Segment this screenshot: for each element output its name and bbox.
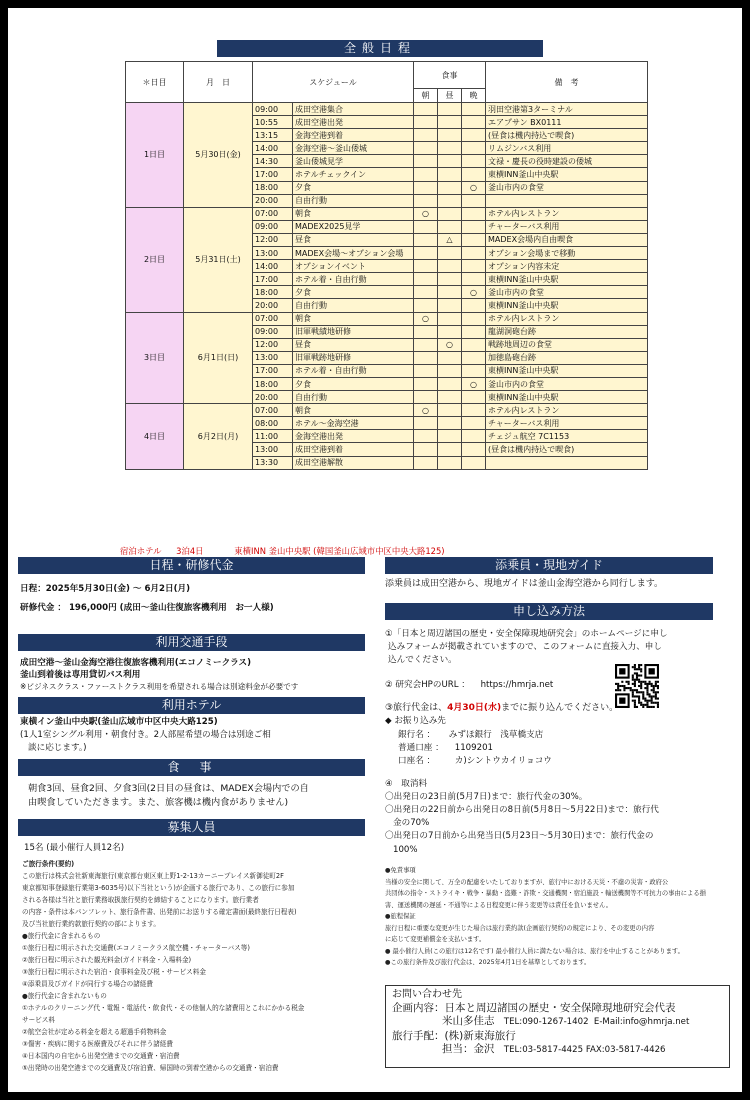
- account-holder: カ)シントウカイリョコウ: [454, 756, 552, 766]
- dinner-mark: [462, 338, 486, 351]
- url-line: [385, 679, 553, 692]
- dinner-mark: [462, 443, 486, 456]
- schedule-item: 昼食: [293, 338, 414, 351]
- contact-person: 米山多佳志: [442, 1015, 495, 1027]
- notes-line: 当様の安全に関して、万全の配慮をいたしておりますが、旅行中における天災・不慮の災害・政府公: [385, 878, 669, 886]
- breakfast-mark: [414, 456, 438, 469]
- terms-heading: ご旅行条件(要約): [22, 860, 75, 868]
- breakfast-mark: [414, 377, 438, 390]
- bank-name-label: 銀行名 ：: [398, 730, 436, 740]
- terms-line: ④日本国内の自宅から出発空港までの交通費・宿泊費: [22, 1052, 180, 1060]
- schedule-time: 18:00: [253, 181, 293, 194]
- header-meals: 食事: [414, 62, 486, 89]
- schedule-time: 14:00: [253, 260, 293, 273]
- schedule-note: ホテル内レストラン: [486, 207, 648, 220]
- schedule-row: [126, 207, 648, 220]
- guide-line: 添乗員は成田空港から、現地ガイドは釜山金海空港から同行します。: [385, 579, 664, 589]
- day-label: 4日目: [126, 404, 184, 469]
- breakfast-mark: [414, 338, 438, 351]
- schedule-item: オプションイベント: [293, 260, 414, 273]
- section-guide: 添乗員・現地ガイド: [385, 557, 713, 574]
- cancel-line-4: 〇出発日の7日前から出発当日(5月23日～5月30日)まで：旅行代金の: [385, 831, 654, 841]
- terms-line: ●旅行代金に含まれるもの: [22, 932, 101, 940]
- schedule-time: 07:00: [253, 207, 293, 220]
- schedule-item: 金海空港出発: [293, 430, 414, 443]
- schedule-item: 夕食: [293, 286, 414, 299]
- schedule-time: 13:15: [253, 129, 293, 142]
- breakfast-mark: [414, 299, 438, 312]
- cancel-line-5: 100%: [393, 845, 418, 855]
- terms-line: ②旅行日程に明示された観光料金(ガイド料金・入場料金): [22, 956, 192, 964]
- section-transport: 利用交通手段: [18, 634, 365, 651]
- terms-line: この旅行は株式会社新東海旅行(東京都台東区東上野1-2-13カーニープレイス新御徒町2F: [22, 872, 284, 880]
- schedule-time: 13:00: [253, 351, 293, 364]
- schedule-item: 旧軍戦跡地研修: [293, 351, 414, 364]
- payment-deadline: 4月30日(水): [447, 703, 502, 713]
- schedule-note: 東横INN釜山中央駅: [486, 273, 648, 286]
- day-label: 2日目: [126, 207, 184, 312]
- schedule-note: MADEX会場内自由喫食: [486, 233, 648, 246]
- breakfast-mark: [414, 129, 438, 142]
- notes-line: 害、運送機関の遅延・不通等による日程変更に伴う変更等は責任を負いません。: [385, 901, 613, 909]
- contact-tel[interactable]: TEL:090-1267-1402: [503, 1017, 589, 1027]
- schedule-item: 成田空港集合: [293, 103, 414, 116]
- bank-heading: ◆ お振り込み先: [385, 716, 446, 726]
- lunch-mark: [438, 391, 462, 404]
- dinner-mark: [462, 391, 486, 404]
- schedule-time: 11:00: [253, 430, 293, 443]
- lunch-mark: [438, 181, 462, 194]
- terms-line: ④添乗員及びガイドが同行する場合の諸経費: [22, 980, 153, 988]
- contact-email[interactable]: E-Mail:info@hmrja.net: [593, 1017, 690, 1027]
- schedule-note: 加徳島砲台跡: [486, 351, 648, 364]
- dinner-mark: [462, 456, 486, 469]
- schedule-item: 旧軍戦績地研修: [293, 325, 414, 338]
- holder-label: 口座名 ：: [398, 756, 436, 766]
- notes-line: ● 最小催行人員(この旅行は12名です) 最小催行人員に満たない場合は、旅行を中止することがあります。: [385, 947, 684, 955]
- schedule-note: 羽田空港第3ターミナル: [486, 103, 648, 116]
- breakfast-mark: [414, 391, 438, 404]
- dinner-mark: [462, 116, 486, 129]
- dinner-mark: [462, 404, 486, 417]
- notes-line: ●免責事項: [385, 867, 416, 874]
- breakfast-mark: [414, 260, 438, 273]
- schedule-time: 20:00: [253, 391, 293, 404]
- header-dinner: 晩: [462, 89, 486, 103]
- dinner-mark: [462, 260, 486, 273]
- schedule-time: 08:00: [253, 417, 293, 430]
- schedule-item: 夕食: [293, 377, 414, 390]
- terms-line: 及び当社旅行業約款旅行契約の部によります。: [22, 920, 160, 928]
- account-label: 普通口座 ：: [398, 743, 444, 753]
- transport-line-1: 成田空港～釜山金海空港往復旅客機利用(エコノミークラス): [20, 658, 252, 668]
- contact-agency-phone[interactable]: TEL:03-5817-4425 FAX:03-5817-4426: [503, 1045, 666, 1055]
- dinner-mark: ○: [462, 286, 486, 299]
- dinner-mark: [462, 168, 486, 181]
- section-meals: 食 事: [18, 759, 365, 776]
- breakfast-mark: [414, 142, 438, 155]
- lunch-mark: [438, 312, 462, 325]
- lunch-mark: [438, 443, 462, 456]
- lunch-mark: [438, 377, 462, 390]
- terms-line: 東京都知事登録旅行業第3-6035号)以下当社という)が企画する旅行であり、この旅行に参加: [22, 884, 295, 892]
- terms-line: ①ホテルのクリーニング代・電報・電話代・飲食代・その他個人的な諸費用とこれにかかる税金: [22, 1004, 305, 1012]
- schedule-time: 14:00: [253, 142, 293, 155]
- schedule-item: ホテル着・自由行動: [293, 273, 414, 286]
- contact-agency: 旅行手配：(株)新東海旅行: [392, 1029, 516, 1042]
- schedule-item: ホテルチェックイン: [293, 168, 414, 181]
- day-date: 5月31日(土): [184, 207, 253, 312]
- cancel-heading: ④ 取消料: [385, 779, 428, 789]
- schedule-note: 釜山市内の食堂: [486, 181, 648, 194]
- schedule-table: [125, 61, 648, 470]
- schedule-note: 釜山市内の食堂: [486, 286, 648, 299]
- lunch-mark: ○: [438, 338, 462, 351]
- breakfast-mark: [414, 233, 438, 246]
- breakfast-mark: ○: [414, 404, 438, 417]
- schedule-note: リムジンバス利用: [486, 142, 648, 155]
- schedule-note: 東横INN釜山中央駅: [486, 299, 648, 312]
- schedule-time: 07:00: [253, 404, 293, 417]
- lunch-mark: [438, 404, 462, 417]
- schedule-item: 成田空港到着: [293, 443, 414, 456]
- hotel-name: 東横イン釜山中央駅(釜山広域市中区中央大路125): [20, 717, 218, 727]
- schedule-row: [126, 404, 648, 417]
- dinner-mark: [462, 207, 486, 220]
- lunch-mark: [438, 273, 462, 286]
- breakfast-mark: ○: [414, 207, 438, 220]
- schedule-time: 07:00: [253, 312, 293, 325]
- lunch-mark: [438, 220, 462, 233]
- schedule-time: 18:00: [253, 286, 293, 299]
- breakfast-mark: [414, 273, 438, 286]
- url-label: ② 研究会HPのURL ：: [385, 680, 470, 690]
- terms-line: の内容・条件は本パンフレット、旅行条件書、出発前にお送りする確定書面(最終旅行日程表): [22, 908, 297, 916]
- header-breakfast: 朝: [414, 89, 438, 103]
- schedule-time: 13:30: [253, 456, 293, 469]
- schedule-time: 12:00: [253, 338, 293, 351]
- section-apply: 申し込み方法: [385, 603, 713, 620]
- header-day: ＊日目: [126, 62, 184, 103]
- schedule-time: 09:00: [253, 325, 293, 338]
- lunch-mark: [438, 456, 462, 469]
- dinner-mark: [462, 325, 486, 338]
- lunch-mark: [438, 286, 462, 299]
- schedule-time: 09:00: [253, 220, 293, 233]
- schedule-time: 13:00: [253, 443, 293, 456]
- dinner-mark: [462, 247, 486, 260]
- lodging-hotel: 東横INN 釜山中央駅 (韓国釜山広域市中区中央大路125): [234, 546, 445, 556]
- breakfast-mark: [414, 103, 438, 116]
- breakfast-mark: [414, 286, 438, 299]
- payment-line: [385, 702, 618, 715]
- terms-line: ①旅行日程に明示された交通費(エコノミークラス航空機・チャーターバス等): [22, 944, 250, 952]
- lunch-mark: [438, 247, 462, 260]
- meal-line-2: 由喫食していただきます。また、旅客機は機内食がありません): [28, 797, 289, 808]
- schedule-note: 龍湖洞砲台跡: [486, 325, 648, 338]
- dinner-mark: [462, 233, 486, 246]
- schedule-note: 文禄・慶長の役時建設の倭城: [486, 155, 648, 168]
- schedule-note: 東横INN釜山中央駅: [486, 364, 648, 377]
- lunch-mark: [438, 351, 462, 364]
- terms-line: ●旅行代金に含まれないもの: [22, 992, 107, 1000]
- dinner-mark: ○: [462, 377, 486, 390]
- breakfast-mark: [414, 116, 438, 129]
- schedule-note: チャーターバス利用: [486, 417, 648, 430]
- day-date: 5月30日(金): [184, 103, 253, 208]
- breakfast-mark: [414, 351, 438, 364]
- schedule-note: オプション内容未定: [486, 260, 648, 273]
- day-label: 1日目: [126, 103, 184, 208]
- cancel-line-2: 〇出発日の22日前から出発日の8日前(5月8日～5月22日)まで：旅行代: [385, 805, 659, 815]
- breakfast-mark: [414, 181, 438, 194]
- schedule-note: 戦跡地周辺の食堂: [486, 338, 648, 351]
- hotel-line-2: (1人1室シングル利用・朝食付き。2人部屋希望の場合は別途ご相: [20, 730, 271, 740]
- schedule-item: MADEX会場～オプション会場: [293, 247, 414, 260]
- schedule-item: 朝食: [293, 207, 414, 220]
- hotel-line-3: 談に応じます。): [28, 743, 87, 753]
- contact-planner: 企画内容：日本と周辺諸国の歴史・安全保障現地研究会代表: [392, 1001, 676, 1014]
- lunch-mark: [438, 417, 462, 430]
- header-lunch: 昼: [438, 89, 462, 103]
- schedule-time: 12:00: [253, 233, 293, 246]
- lunch-mark: [438, 299, 462, 312]
- schedule-note: 東横INN釜山中央駅: [486, 168, 648, 181]
- terms-line: ②航空会社が定める料金を超える超過手荷物料金: [22, 1028, 167, 1036]
- schedule-note: [486, 194, 648, 207]
- header-schedule: スケジュール: [253, 62, 414, 103]
- dinner-mark: [462, 194, 486, 207]
- notes-line: に応じて変更補償金を支払います。: [385, 936, 486, 943]
- notes-list: [385, 865, 730, 969]
- schedule-time: 10:55: [253, 116, 293, 129]
- hp-url-link[interactable]: https://hmrja.net: [480, 680, 554, 690]
- schedule-item: 金海空港～釜山倭城: [293, 142, 414, 155]
- schedule-item: MADEX2025見学: [293, 220, 414, 233]
- terms-line: ⑤出発時の出発空港までの交通費及び宿泊費、帰国時の到着空港からの交通費・宿泊費: [22, 1064, 279, 1072]
- breakfast-mark: [414, 443, 438, 456]
- dinner-mark: [462, 129, 486, 142]
- lunch-mark: [438, 207, 462, 220]
- schedule-item: 成田空港出発: [293, 116, 414, 129]
- payment-suffix: までに振り込んでください。: [501, 703, 619, 713]
- bank-name-row: [398, 729, 543, 742]
- lunch-mark: [438, 430, 462, 443]
- schedule-time: 13:00: [253, 247, 293, 260]
- bank-name: みずほ銀行 浅草橋支店: [448, 730, 544, 740]
- breakfast-mark: [414, 247, 438, 260]
- lunch-mark: △: [438, 233, 462, 246]
- terms-line: サービス料: [22, 1016, 55, 1024]
- schedule-note: 釜山市内の食堂: [486, 377, 648, 390]
- schedule-item: 自由行動: [293, 299, 414, 312]
- schedule-time: 20:00: [253, 194, 293, 207]
- lunch-mark: [438, 103, 462, 116]
- schedule-note: 東横INN釜山中央駅: [486, 391, 648, 404]
- holder-row: [398, 755, 552, 768]
- schedule-item: 成田空港解散: [293, 456, 414, 469]
- breakfast-mark: ○: [414, 312, 438, 325]
- qr-code-icon[interactable]: [615, 664, 659, 708]
- breakfast-mark: [414, 364, 438, 377]
- lunch-mark: [438, 142, 462, 155]
- breakfast-mark: [414, 430, 438, 443]
- lunch-mark: [438, 325, 462, 338]
- section-dates-fee: 日程・研修代金: [18, 557, 365, 574]
- schedule-time: 17:00: [253, 364, 293, 377]
- notes-line: 旅行日程に重要な変更が生じた場合は旅行業約款(企画旅行契約)の規定により、その変更の内容: [385, 924, 655, 932]
- account-number: 1109201: [454, 743, 494, 753]
- day-date: 6月1日(日): [184, 312, 253, 404]
- dinner-mark: [462, 273, 486, 286]
- transport-note: ※ビジネスクラス・ファーストクラス利用を希望される場合は別途料金が必要です: [20, 682, 299, 691]
- schedule-note: チャーターバス利用: [486, 220, 648, 233]
- meal-line-1: 朝食3回、昼食2回、夕食3回(2日目の昼食は、MADEX会場内での自: [28, 783, 309, 794]
- breakfast-mark: [414, 194, 438, 207]
- schedule-note: チェジュ航空 7C1153: [486, 430, 648, 443]
- account-row: [398, 742, 493, 755]
- dinner-mark: [462, 417, 486, 430]
- lodging-nights: 3泊4日: [176, 546, 204, 556]
- cancel-line-3: 金の70%: [393, 818, 430, 828]
- day-label: 3日目: [126, 312, 184, 404]
- schedule-item: 金海空港到着: [293, 129, 414, 142]
- apply-line-1: ①「日本と周辺諸国の歴史・安全保障現地研究会」のホームページに申し: [385, 629, 668, 639]
- dinner-mark: [462, 155, 486, 168]
- schedule-item: 昼食: [293, 233, 414, 246]
- schedule-title: 全般日程: [217, 40, 543, 57]
- schedule-time: 09:00: [253, 103, 293, 116]
- schedule-note: ホテル内レストラン: [486, 404, 648, 417]
- schedule-item: 釜山倭城見学: [293, 155, 414, 168]
- lunch-mark: [438, 129, 462, 142]
- terms-line: される各様は当社と旅行業務取扱旅行契約を締結することになります。旅行業者: [22, 896, 259, 904]
- schedule-item: 自由行動: [293, 391, 414, 404]
- dinner-mark: [462, 142, 486, 155]
- schedule-item: 夕食: [293, 181, 414, 194]
- schedule-time: 17:00: [253, 168, 293, 181]
- lunch-mark: [438, 194, 462, 207]
- breakfast-mark: [414, 220, 438, 233]
- schedule-time: 18:00: [253, 377, 293, 390]
- apply-line-2: 込みフォームが掲載されていますので、このフォームに直接入力、申し: [388, 642, 662, 652]
- breakfast-mark: [414, 417, 438, 430]
- terms-line: ③旅行日程に明示された宿泊・食事料金及び税・サービス料金: [22, 968, 206, 976]
- lunch-mark: [438, 155, 462, 168]
- dinner-mark: ○: [462, 181, 486, 194]
- terms-line: ③傷害・疾病に関する医療費及びそれに伴う諸経費: [22, 1040, 173, 1048]
- lodging-label: 宿泊ホテル: [120, 546, 162, 556]
- dates-line: 日程：2025年5月30日(金) ～ 6月2日(月): [20, 584, 191, 594]
- schedule-note: エアプサン BX0111: [486, 116, 648, 129]
- terms-list: [22, 870, 372, 1074]
- contact-person-row: [392, 1015, 723, 1030]
- section-recruitment: 募集人員: [18, 819, 365, 836]
- dinner-mark: [462, 312, 486, 325]
- contact-staff-row: [392, 1043, 723, 1058]
- schedule-row: [126, 312, 648, 325]
- schedule-body: [126, 103, 648, 470]
- contact-heading: お問い合わせ先: [392, 989, 462, 1000]
- breakfast-mark: [414, 168, 438, 181]
- brochure-page: [8, 8, 742, 1092]
- dinner-mark: [462, 220, 486, 233]
- header-notes: 備 考: [486, 62, 648, 103]
- schedule-time: 20:00: [253, 299, 293, 312]
- hotel-line-1: [20, 716, 218, 729]
- schedule-item: 朝食: [293, 312, 414, 325]
- transport-line-2: 釜山到着後は専用貸切バス利用: [20, 670, 141, 680]
- schedule-note: [486, 456, 648, 469]
- lunch-mark: [438, 260, 462, 273]
- lunch-mark: [438, 364, 462, 377]
- notes-line: ●旅程保証: [385, 913, 416, 920]
- notes-line: 共団体の指令・ストライキ・戦争・暴動・盗難・詐欺・交通機関・宿泊施設・輸送機関等不可抗力の事由による損: [385, 890, 706, 897]
- apply-line-3: 込んでください。: [388, 655, 457, 665]
- schedule-note: ホテル内レストラン: [486, 312, 648, 325]
- dinner-mark: [462, 351, 486, 364]
- day-date: 6月2日(月): [184, 404, 253, 469]
- lunch-mark: [438, 116, 462, 129]
- schedule-time: 14:30: [253, 155, 293, 168]
- header-date: 月 日: [184, 62, 253, 103]
- dinner-mark: [462, 364, 486, 377]
- lodging-line: [120, 545, 445, 558]
- payment-prefix: ③旅行代金は、: [385, 703, 448, 713]
- schedule-row: [126, 103, 648, 116]
- dinner-mark: [462, 103, 486, 116]
- schedule-item: 自由行動: [293, 194, 414, 207]
- recruitment-line: 15名 (最小催行人員12名): [24, 843, 125, 853]
- breakfast-mark: [414, 325, 438, 338]
- schedule-note: (昼食は機内持込で喫食): [486, 129, 648, 142]
- schedule-note: (昼食は機内持込で喫食): [486, 443, 648, 456]
- breakfast-mark: [414, 155, 438, 168]
- contact-staff: 担当：金沢: [442, 1043, 495, 1055]
- schedule-note: オプション会場まで移動: [486, 247, 648, 260]
- schedule-item: 朝食: [293, 404, 414, 417]
- section-hotel: 利用ホテル: [18, 697, 365, 714]
- cancel-line-1: 〇出発日の23日前(5月7日)まで：旅行代金の30%。: [385, 792, 588, 802]
- schedule-time: 17:00: [253, 273, 293, 286]
- contact-box: [385, 985, 730, 1068]
- dinner-mark: [462, 299, 486, 312]
- schedule-item: ホテル～金海空港: [293, 417, 414, 430]
- lunch-mark: [438, 168, 462, 181]
- dinner-mark: [462, 430, 486, 443]
- notes-line: ●この旅行条件及び旅行代金は、2025年4月1日を基準としております。: [385, 959, 591, 966]
- schedule-item: ホテル着・自由行動: [293, 364, 414, 377]
- fee-line: 研修代金 ： 196,000円 (成田～釜山往復旅客機利用 お一人様): [20, 603, 274, 613]
